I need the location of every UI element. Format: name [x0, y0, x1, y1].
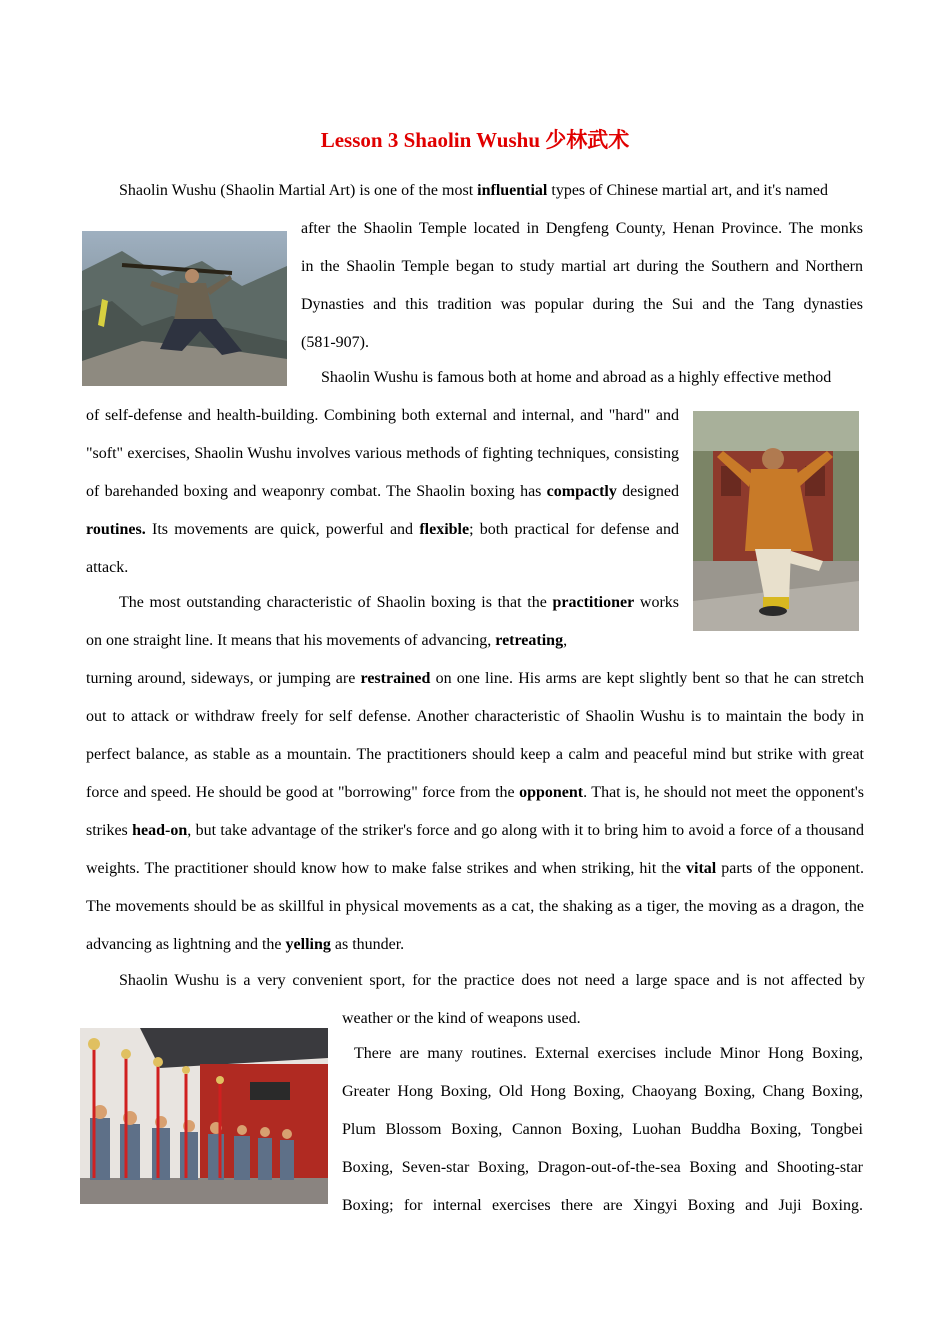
paragraph-2-line-1: Shaolin Wushu is famous both at home and abroad as a highly effective method [321, 369, 832, 386]
bold-practitioner: practitioner [552, 594, 635, 611]
photo-monks-temple-gate [80, 1028, 328, 1204]
paragraph-2: of self-defense and health-building. Combining both external and internal, and "hard" and "soft" exercises, Shaolin Wushu involves various methods of fighting techniques, consisting of barehanded boxing and weaponry combat. The Shaolin boxing has compactly designed routines. Its movements are quick, powerful and flexible; both practical for defense and attack. [86, 407, 680, 576]
bold-yelling: yelling [285, 936, 331, 953]
bold-compactly: compactly [546, 483, 617, 500]
bold-opponent: opponent [519, 784, 584, 801]
paragraph-4-line-2: weather or the kind of weapons used. [342, 1010, 581, 1027]
paragraph-1-line-1: Shaolin Wushu (Shaolin Martial Art) is one of the most influential types of Chinese martial art, and it's named [119, 182, 828, 199]
bold-vital: vital [686, 860, 717, 877]
paragraph-3-start: The most outstanding characteristic of Shaolin boxing is that the practitioner works on one straight line. It means that his movements of advancing, retreating, [86, 594, 679, 649]
photo-monk-with-staff [82, 231, 287, 386]
lesson-title-en: Lesson 3 Shaolin Wushu [320, 128, 546, 152]
bold-restrained: restrained [360, 670, 431, 687]
lesson-title [0, 126, 950, 154]
bold-retreating: retreating [495, 632, 564, 649]
bold-influential: influential [477, 182, 548, 199]
bold-flexible: flexible [419, 521, 470, 538]
paragraph-3-continued: turning around, sideways, or jumping are restrained on one line. His arms are kept slightly bent so that he can stretch out to attack or withdraw freely for self defense. Another characteristic of Shaolin Wushu is to maintain the body in perfect balance, as stable as a mountain. The practitioners should keep a calm and peaceful mind but strike with great force and speed. He should be good at "borrowing" force from the opponent. That is, he should not meet the opponent's strikes head-on, but take advantage of the striker's force and go along with it to bring him to avoid a force of a thousand weights. The practitioner should know how to make false strikes and when striking, hit the vital parts of the opponent. The movements should be as skillful in physical movements as a cat, the shaking as a tiger, the moving as a dragon, the advancing as lightning and the yelling as thunder. [86, 670, 865, 953]
paragraph-4-line-1: Shaolin Wushu is a very convenient sport, for the practice does not need a large space and is not affected by [119, 972, 865, 989]
lesson-title-cn: 少林武术 [545, 128, 630, 152]
paragraph-5: There are many routines. External exercises include Minor Hong Boxing, Greater Hong Boxing, Old Hong Boxing, Chaoyang Boxing, Chang Boxing, Plum Blossom Boxing, Cannon Boxing, Luohan Buddha Boxing, Tongbei Boxing, Seven-star Boxing, Dragon-out-of-the-sea Boxing and Shooting-star Boxing; for internal exercises there are Xingyi Boxing and Juji Boxing. [342, 1045, 863, 1214]
bold-routines: routines. [86, 521, 146, 538]
bold-head-on: head-on [132, 822, 188, 839]
photo-monk-orange-robe [693, 411, 859, 631]
paragraph-1-continued: after the Shaolin Temple located in Dengfeng County, Henan Province. The monks in the Shaolin Temple began to study martial art during the Southern and Northern Dynasties and this tradition was popular during the Sui and the Tang dynasties (581-907). [301, 220, 863, 351]
